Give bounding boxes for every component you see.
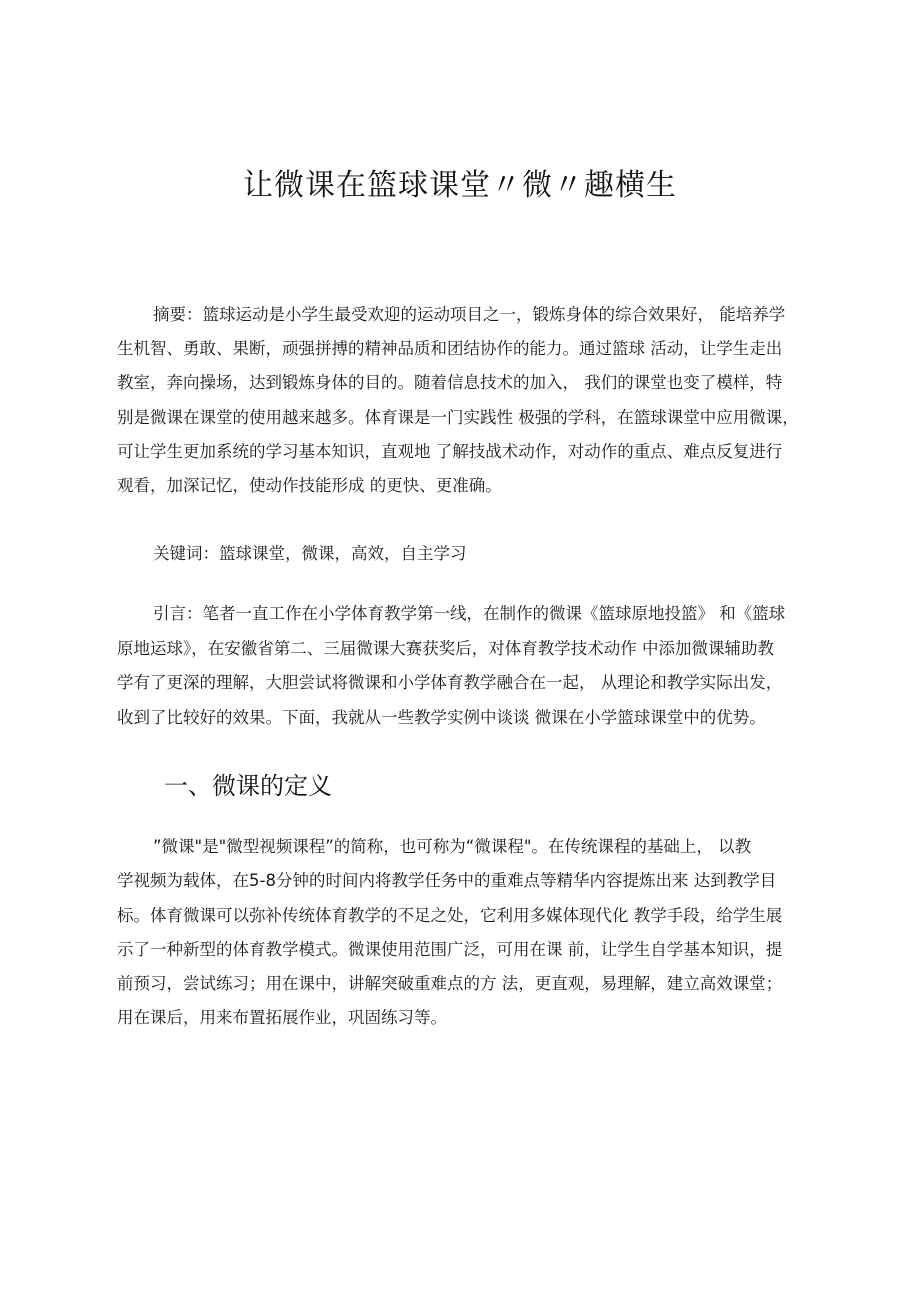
intro-paragraph xyxy=(117,597,821,735)
keywords-paragraph xyxy=(117,537,821,571)
definition-line: 用在课后，用来布置拓展作业，巩固练习等。 xyxy=(117,1008,447,1028)
definition-line: 示了一种新型的体育教学模式。微课使用范围广泛，可用在课 前，让学生自学基本知识，提 xyxy=(117,939,783,959)
keywords-line: 关键词：篮球课堂，微课，高效，自主学习 xyxy=(153,544,467,563)
definition-line: ”微课"是"微型视频课程”的简称，也可称为“微课程"。在传统课程的基础上， 以教 xyxy=(153,837,752,856)
abstract-line: 生机智、勇敢、果断，顽强拼搏的精神品质和团结协作的能力。通过篮球 活动，让学生走出 xyxy=(117,339,783,359)
section-heading: 一、微课的定义 xyxy=(164,772,332,800)
intro-line: 引言：笔者一直工作在小学体育教学第一线，在制作的微课《篮球原地投篮》 和《篮球 xyxy=(153,604,786,623)
abstract-line: 别是微课在课堂的使用越来越多。体育课是一门实践性 极强的学科，在篮球课堂中应用微课， xyxy=(117,407,799,427)
abstract-line: 观看，加深记忆，使动作技能形成 的更快、更准确。 xyxy=(117,475,502,495)
definition-line: 标。体育微课可以弥补传统体育教学的不足之处，它利用多媒体现代化 教学手段，给学生展 xyxy=(117,905,783,925)
abstract-line: 可让学生更加系统的学习基本知识，直观地 了解技战术动作，对动作的重点、难点反复进行 xyxy=(117,441,783,461)
intro-line: 学有了更深的理解，大胆尝试将微课和小学体育教学融合在一起， 从理论和教学实际出发， xyxy=(117,673,783,692)
intro-line: 收到了比较好的效果。下面，我就从一些教学实例中谈谈 微课在小学篮球课堂中的优势。 xyxy=(117,707,766,727)
abstract-line: 摘要：篮球运动是小学生最受欢迎的运动项目之一，锻炼身体的综合效果好， 能培养学 xyxy=(153,305,786,324)
intro-line: 原地运球》，在安徽省第二、三届微课大赛获奖后，对体育教学技术动作 中添加微课辅助教 xyxy=(117,638,774,658)
definition-paragraph xyxy=(117,830,821,1036)
definition-line: 前预习，尝试练习；用在课中，讲解突破重难点的方 法，更直观，易理解，建立高效课堂； xyxy=(117,974,783,994)
abstract-paragraph xyxy=(117,298,821,503)
abstract-line: 教室，奔向操场，达到锻炼身体的目的。随着信息技术的加入， 我们的课堂也变了模样，特 xyxy=(117,373,783,393)
definition-line: 学视频为载体，在5-8分钟的时间内将教学任务中的重难点等精华内容提炼出来 达到教学目 xyxy=(117,871,777,891)
document-title: 让微课在篮球课堂〃微〃趣横生 xyxy=(243,168,677,203)
